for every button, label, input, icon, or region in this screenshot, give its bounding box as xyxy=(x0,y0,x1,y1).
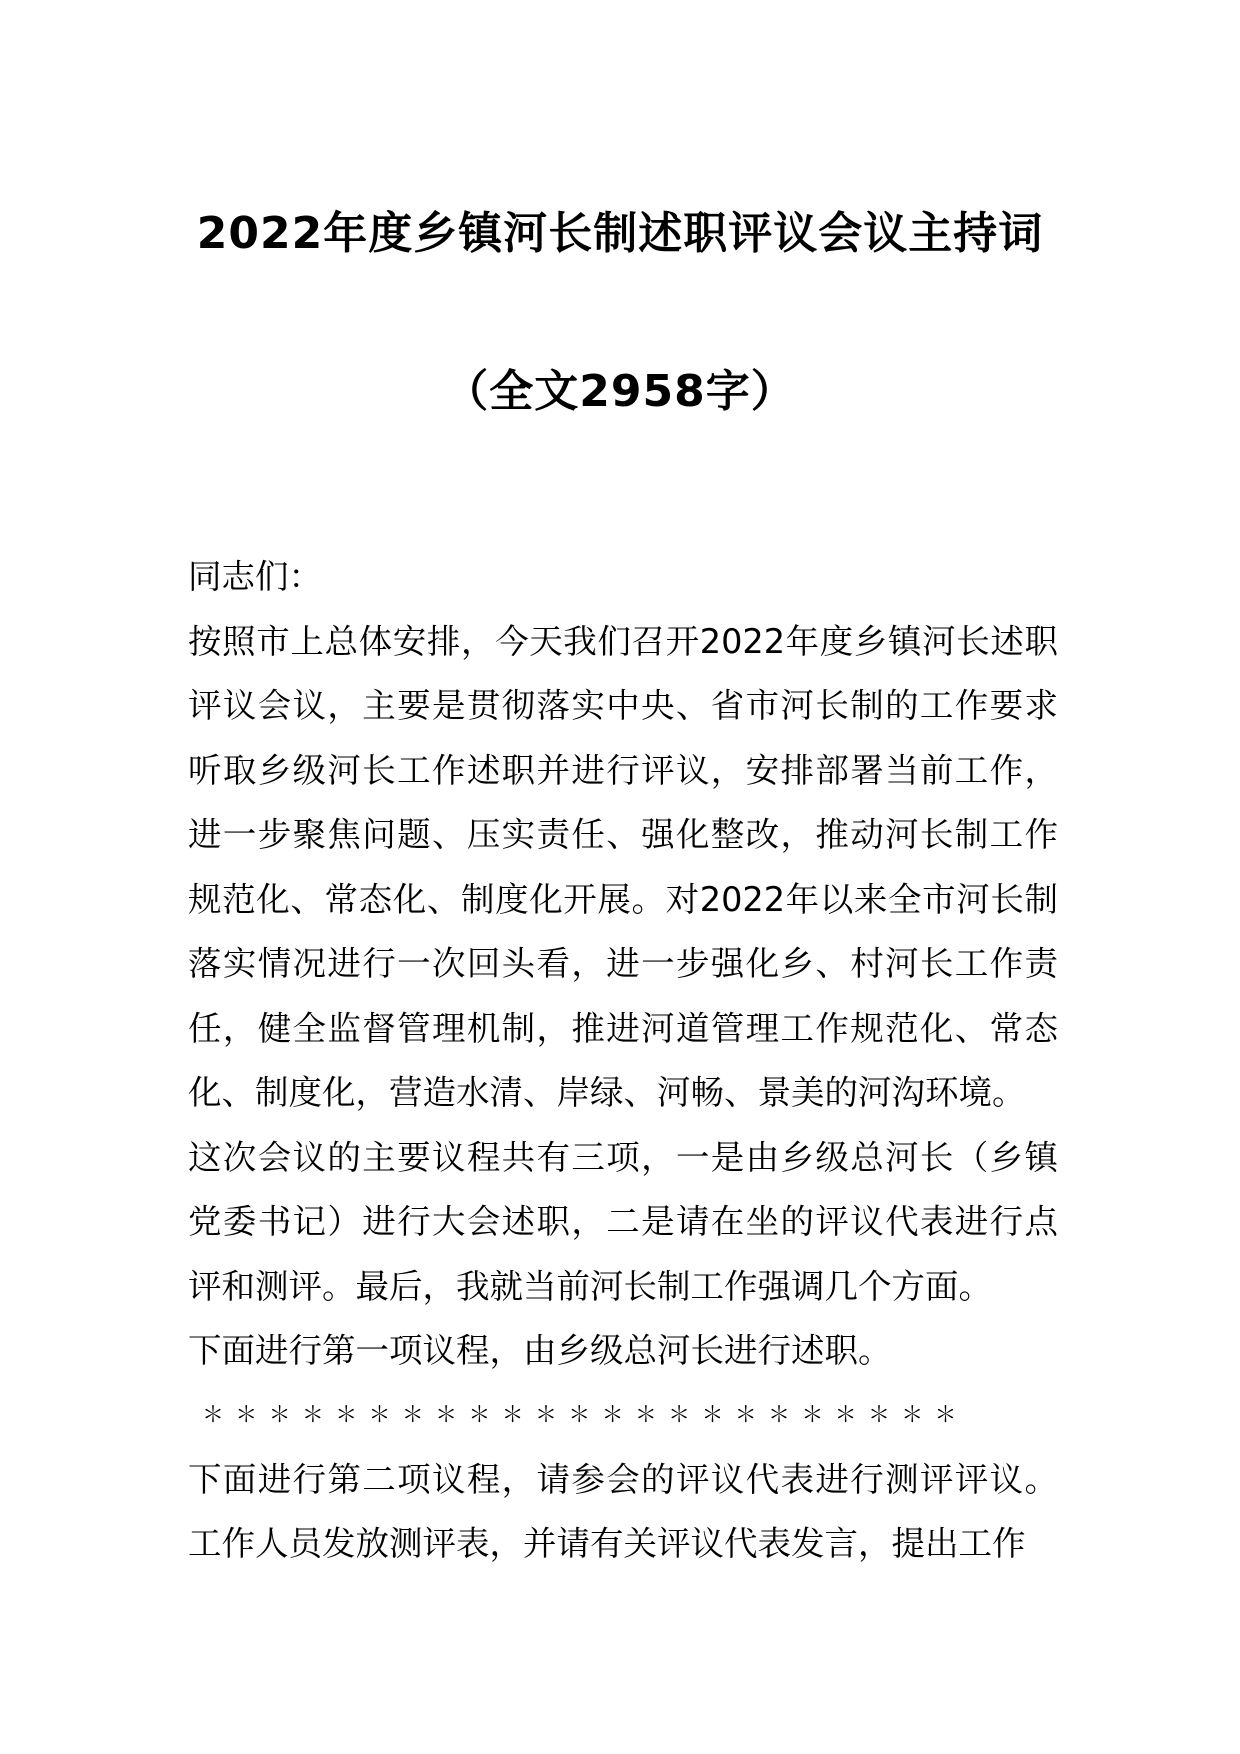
asterisk-mark: ＊ xyxy=(901,1402,924,1428)
document-subtitle: （全文2958字） xyxy=(444,366,796,417)
asterisk-mark: ＊ xyxy=(568,1402,591,1428)
asterisk-mark: ＊ xyxy=(235,1402,258,1428)
asterisk-mark: ＊ xyxy=(435,1402,458,1428)
document-body xyxy=(188,545,1058,1577)
asterisk-mark: ＊ xyxy=(834,1402,857,1428)
paragraph-intro: 按照市上总体安排，今天我们召开2022年度乡镇河长述职评议会议，主要是贯彻落实中央、省市河长制的工作要求听取乡级河长工作述职并进行评议，安排部署当前工作，进一步聚焦问题、压实责任、强化整改，推动河长制工作规范化、常态化、制度化开展。对2022年以来全市河长制落实情况进行一次回头看，进一步强化乡、村河长工作责任，健全监督管理机制，推进河道管理工作规范化、常态化、制度化，营造水清、岸绿、河畅、景美的河沟环境。 xyxy=(188,621,1058,1112)
asterisk-mark: ＊ xyxy=(301,1402,324,1428)
asterisk-mark: ＊ xyxy=(368,1402,391,1428)
asterisk-mark: ＊ xyxy=(468,1402,491,1428)
asterisk-mark: ＊ xyxy=(867,1402,890,1428)
asterisk-mark: ＊ xyxy=(534,1402,557,1428)
asterisk-mark: ＊ xyxy=(401,1402,424,1428)
asterisk-mark: ＊ xyxy=(768,1402,791,1428)
asterisk-mark: ＊ xyxy=(734,1402,757,1428)
asterisk-mark: ＊ xyxy=(202,1402,225,1428)
asterisk-mark: ＊ xyxy=(934,1402,957,1428)
asterisk-separator xyxy=(188,1384,1058,1448)
asterisk-mark: ＊ xyxy=(701,1402,724,1428)
asterisk-mark: ＊ xyxy=(668,1402,691,1428)
asterisk-mark: ＊ xyxy=(601,1402,624,1428)
paragraph-first-item: 下面进行第一项议程，由乡级总河长进行述职。 xyxy=(188,1331,892,1370)
paragraph-second-item: 下面进行第二项议程，请参会的评议代表进行测评评议。工作人员发放测评表，并请有关评议代表发言，提出工作 xyxy=(188,1459,1058,1563)
asterisk-mark: ＊ xyxy=(501,1402,524,1428)
document-title: 2022年度乡镇河长制述职评议会议主持词 xyxy=(196,208,1044,259)
paragraph-agenda: 这次会议的主要议程共有三项，一是由乡级总河长（乡镇党委书记）进行大会述职，二是请在坐的评议代表进行点评和测评。最后，我就当前河长制工作强调几个方面。 xyxy=(188,1137,1058,1306)
asterisk-mark: ＊ xyxy=(634,1402,657,1428)
salutation: 同志们： xyxy=(188,557,322,596)
asterisk-mark: ＊ xyxy=(335,1402,358,1428)
asterisk-mark: ＊ xyxy=(268,1402,291,1428)
asterisk-mark: ＊ xyxy=(801,1402,824,1428)
